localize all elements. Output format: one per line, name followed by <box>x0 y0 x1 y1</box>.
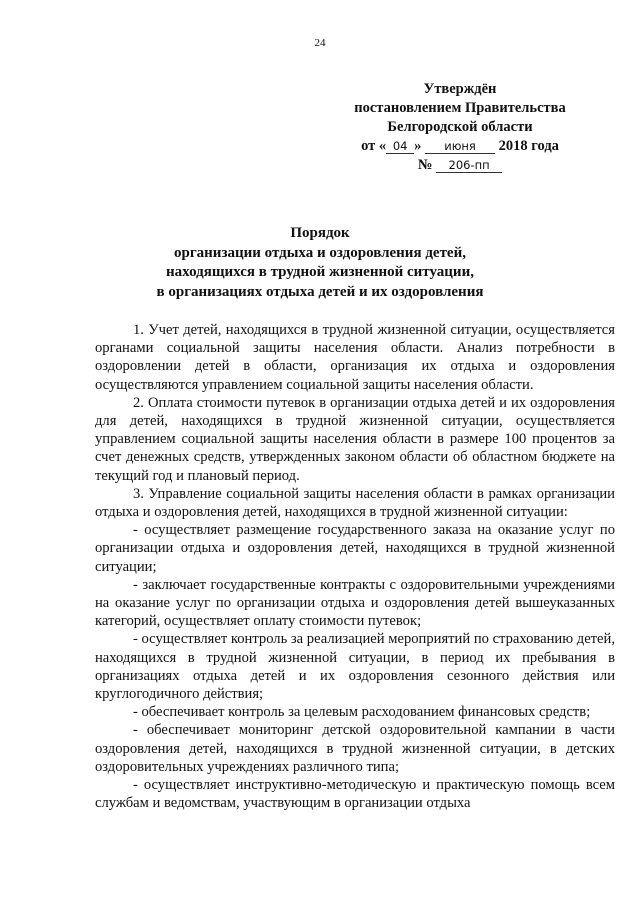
approval-line-2: постановлением Правительства <box>354 100 566 116</box>
title-line-3: находящихся в трудной жизненной ситуации, <box>166 264 474 280</box>
list-item-3: - осуществляет контроль за реализацией мероприятий по страхованию детей, находящихся в трудной жизненной ситуации, в период их пребывания в организациях отдыха детей и их оздоровления сезонного действия или круглогодичного действия; <box>95 631 615 703</box>
approval-date-line <box>340 137 580 156</box>
list-item-4: - обеспечивает контроль за целевым расходованием финансовых средств; <box>133 704 591 721</box>
approval-line-3: Белгородской области <box>387 119 533 135</box>
approval-number-line <box>340 156 580 175</box>
approval-line-1: Утверждён <box>423 81 497 97</box>
approval-date-mid: » <box>414 138 422 154</box>
paragraph-1: 1. Учет детей, находящихся в трудной жизненной ситуации, осуществляется органами социальной защиты населения области. Анализ потребности в оздоровлении детей в области, организация их отдыха и оздоровления осуществляются управлением социальной защиты населения области. <box>95 322 615 393</box>
approval-date-suffix: 2018 года <box>498 138 559 154</box>
document-body <box>95 321 615 812</box>
page-number: 24 <box>314 37 326 49</box>
list-item-5: - обеспечивает мониторинг детской оздоровительной кампании в части оздоровления детей, находящихся в трудной жизненной ситуации, в детских оздоровительных учреждениях различного типа; <box>95 722 615 775</box>
approval-date-prefix: от « <box>361 138 387 154</box>
approval-number-value: 206-пп <box>436 159 502 173</box>
title-line-1: Порядок <box>290 225 350 241</box>
approval-date-month: июня <box>425 140 495 154</box>
approval-date-day: 04 <box>386 140 414 154</box>
title-line-4: в организациях отдыха детей и их оздоровления <box>156 283 484 300</box>
document-title <box>60 224 580 302</box>
approval-stamp <box>340 80 580 175</box>
list-item-1: - осуществляет размещение государственного заказа на оказание услуг по организации отдыха и оздоровления детей, находящихся в трудной жизненной ситуации; <box>95 522 615 575</box>
list-item-6: - осуществляет инструктивно-методическую и практическую помощь всем службам и ведомствам, участвующим в организации отдыха <box>95 777 615 812</box>
paragraph-3: 3. Управление социальной защиты населения области в рамках организации отдыха и оздоровления детей, находящихся в трудной жизненной ситуации: <box>95 485 615 521</box>
title-line-2: организации отдыха и оздоровления детей, <box>174 244 466 261</box>
list-item-2: - заключает государственные контракты с оздоровительными учреждениями на оказание услуг по организации отдыха и оздоровления детей вышеуказанных категорий, осуществляет оплату стоимости путевок; <box>95 576 615 630</box>
approval-number-prefix: № <box>417 157 433 173</box>
paragraph-2: 2. Оплата стоимости путевок в организации отдыха детей и их оздоровления для детей, находящихся в трудной жизненной ситуации, осуществляется управлением социальной защиты населения области в размере 100 процентов за счет денежных средств, утвержденных законом области об областном бюджете на текущий год и плановый период. <box>95 394 615 484</box>
